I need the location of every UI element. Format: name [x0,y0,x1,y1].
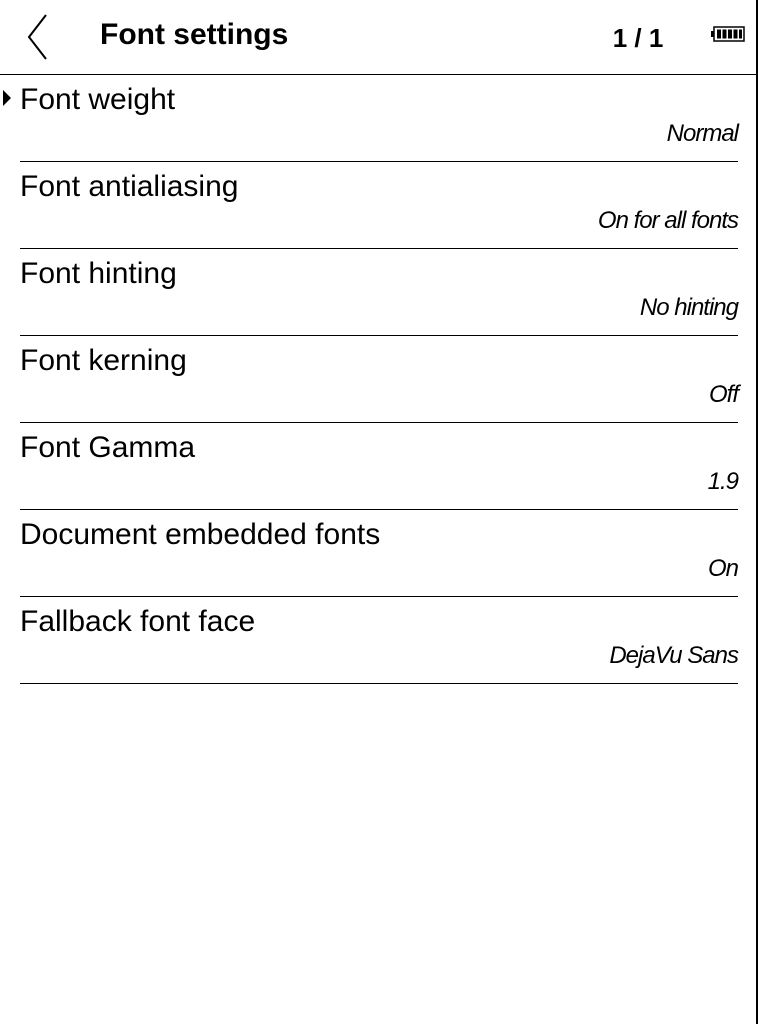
menu-item-font-hinting[interactable] [20,249,738,336]
menu-item-value: DejaVu Sans [609,642,738,669]
top-bar [0,0,756,75]
menu-item-label: Fallback font face [20,605,256,638]
menu-item-value: No hinting [639,294,738,321]
menu-item-value: Off [708,381,738,408]
battery-full-icon [711,26,745,42]
menu-item-label: Font hinting [20,257,177,290]
menu-item-label: Font antialiasing [20,170,239,203]
back-button[interactable] [20,10,60,64]
menu-item-value: 1.9 [707,468,738,495]
selection-triangle-icon [3,90,11,106]
chevron-left-icon [20,10,60,64]
menu-item-document-embedded-fonts[interactable] [20,510,738,597]
menu-item-font-weight[interactable] [20,75,738,162]
menu-item-font-gamma[interactable] [20,423,738,510]
page-indicator: 1 / 1 [612,23,664,53]
menu-item-value: On for all fonts [597,207,738,234]
page-title: Font settings [100,18,289,51]
menu-item-value: On [707,555,738,582]
menu-item-label: Document embedded fonts [20,518,381,551]
menu-item-font-kerning[interactable] [20,336,738,423]
menu-item-font-antialiasing[interactable] [20,162,738,249]
menu-item-label: Font weight [20,83,176,116]
menu-item-label: Font kerning [20,344,187,377]
menu-item-value: Normal [666,120,738,147]
font-settings-menu [0,75,756,684]
menu-item-fallback-font-face[interactable] [20,597,738,684]
menu-item-label: Font Gamma [20,431,196,464]
